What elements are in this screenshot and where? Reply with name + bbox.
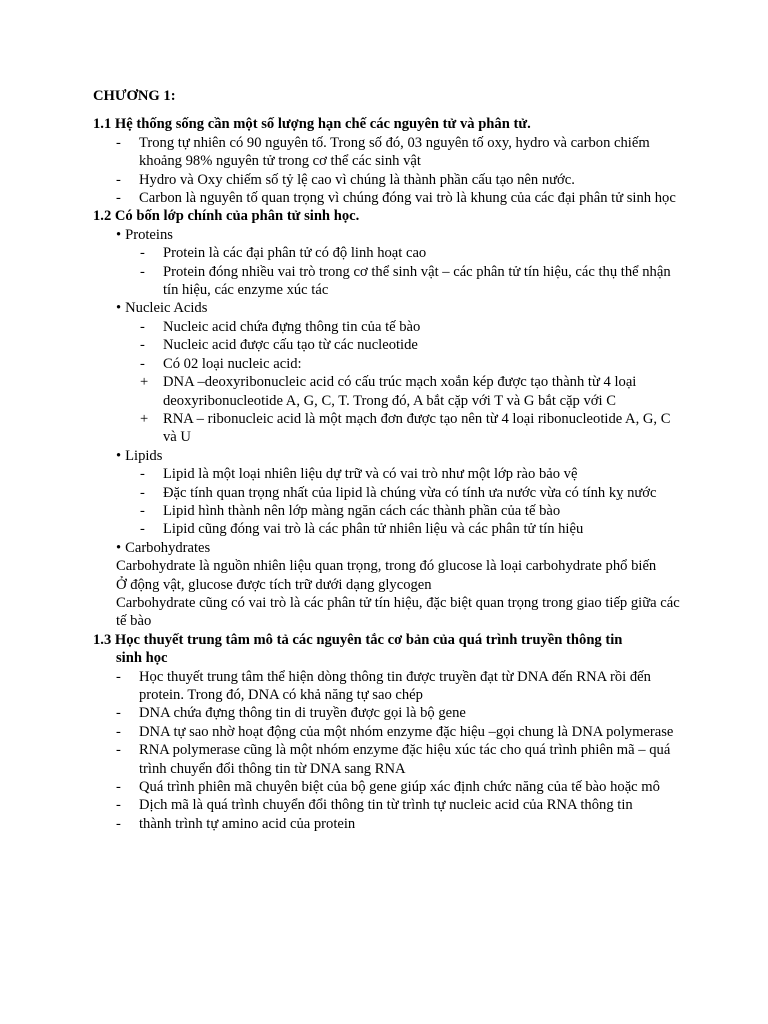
dash-marker: - (140, 263, 145, 280)
item-text: DNA tự sao nhờ hoạt động của một nhóm enzyme đặc hiệu –gọi chung là DNA polymerase (139, 723, 674, 740)
dash-marker: - (116, 190, 121, 207)
list-item (93, 796, 683, 814)
item-text: Quá trình phiên mã chuyên biệt của bộ gene giúp xác định chức năng của tế bào hoặc mô (139, 779, 660, 796)
dash-marker: - (116, 668, 121, 685)
document-body (93, 87, 683, 833)
list-item (93, 171, 683, 189)
paragraph (93, 594, 683, 631)
list-item (93, 336, 683, 354)
bullet-marker: • (116, 539, 122, 556)
dash-marker: - (116, 797, 121, 814)
item-text: RNA polymerase cũng là một nhóm enzyme đặc hiệu xúc tác cho quá trình phiên mã – quá trình chuyển đổi thông tin từ DNA sang RNA (139, 742, 671, 777)
bullet-marker: • (116, 300, 122, 317)
item-text: Carbohydrate cũng có vai trò là các phân tử tín hiệu, đặc biệt quan trọng trong giao tiếp giữa các tế bào (116, 594, 680, 630)
list-item (93, 668, 683, 705)
list-item (93, 704, 683, 722)
section-heading (93, 115, 683, 133)
item-text: Nucleic acid được cấu tạo từ các nucleotide (163, 337, 418, 354)
dash-marker: - (140, 466, 145, 483)
list-item (93, 539, 683, 557)
dash-marker: - (140, 502, 145, 519)
item-text: Đặc tính quan trọng nhất của lipid là chúng vừa có tính ưa nước vừa có tính kỵ nước (163, 484, 657, 501)
dash-marker: - (140, 318, 145, 335)
bullet-marker: • (116, 226, 122, 243)
item-text: Học thuyết trung tâm thể hiện dòng thông tin được truyền đạt từ DNA đến RNA rồi đến protein. Trong đó, DNA có khả năng tự sao chép (139, 668, 651, 703)
item-text: Protein đóng nhiều vai trò trong cơ thể sinh vật – các phân tử tín hiệu, các thụ thể nhận tín hiệu, các enzyme xúc tác (163, 263, 671, 299)
list-item (93, 318, 683, 336)
dash-marker: - (116, 171, 121, 188)
item-text: Ở động vật, glucose được tích trữ dưới dạng glycogen (116, 576, 432, 593)
item-text: Dịch mã là quá trình chuyển đổi thông tin từ trình tự nucleic acid của RNA thông tin (139, 797, 633, 814)
section-heading-text: 1.3 Học thuyết trung tâm mô tả các nguyên tắc cơ bản của quá trình truyền thông tin (93, 631, 623, 648)
list-item (93, 226, 683, 244)
item-text: RNA – ribonucleic acid là một mạch đơn được tạo nên từ 4 loại ribonucleotide A, G, C và U (163, 410, 671, 446)
item-text: Có 02 loại nucleic acid: (163, 355, 302, 372)
list-item (93, 484, 683, 502)
bullet-marker: • (116, 447, 122, 464)
list-item (93, 520, 683, 538)
list-item (93, 502, 683, 520)
plus-marker: + (140, 410, 149, 427)
item-text: Lipid hình thành nên lớp màng ngăn cách các thành phần của tế bào (163, 502, 561, 519)
sections-container (93, 115, 683, 833)
list-item (93, 263, 683, 300)
dash-marker: - (116, 134, 121, 151)
item-text: DNA –deoxyribonucleic acid có cấu trúc mạch xoắn kép được tạo thành từ 4 loại deoxyribonucleotide A, G, C, T. Trong đó, A bắt cặp với T và G bắt cặp với C (163, 374, 637, 409)
dash-marker: - (140, 355, 145, 372)
item-text: thành trình tự amino acid của protein (139, 815, 356, 832)
section-1 (93, 115, 683, 207)
list-item (93, 465, 683, 483)
item-text: Lipid cũng đóng vai trò là các phân tử nhiên liệu và các phân tử tín hiệu (163, 521, 584, 538)
list-item (93, 410, 683, 447)
item-text: Carbohydrate là nguồn nhiên liệu quan trọng, trong đó glucose là loại carbohydrate phổ biến (116, 558, 657, 575)
list-item (93, 244, 683, 262)
list-item (93, 741, 683, 778)
item-text: DNA chứa đựng thông tin di truyền được gọi là bộ gene (139, 705, 466, 722)
item-text: Proteins (125, 226, 173, 243)
list-item (93, 447, 683, 465)
section-2 (93, 207, 683, 630)
paragraph (93, 557, 683, 575)
item-text: Lipids (125, 447, 163, 464)
dash-marker: - (116, 779, 121, 796)
chapter-title: CHƯƠNG 1: (93, 88, 176, 104)
section-heading (93, 631, 683, 668)
item-text: Nucleic acid chứa đựng thông tin của tế bào (163, 318, 421, 335)
dash-marker: - (116, 742, 121, 759)
list-item (93, 815, 683, 833)
item-text: Nucleic Acids (125, 300, 208, 317)
item-text: Carbohydrates (125, 539, 211, 556)
plus-marker: + (140, 374, 149, 391)
section-heading-text: 1.1 Hệ thống sống cần một số lượng hạn chế các nguyên tử và phân tử. (93, 116, 531, 133)
item-text: Lipid là một loại nhiên liệu dự trữ và có vai trò như một lớp rào bảo vệ (163, 466, 578, 483)
list-item (93, 134, 683, 171)
list-item (93, 723, 683, 741)
dash-marker: - (140, 337, 145, 354)
item-text: Hydro và Oxy chiếm số tỷ lệ cao vì chúng là thành phần cấu tạo nên nước. (139, 171, 575, 188)
item-text: Trong tự nhiên có 90 nguyên tố. Trong số đó, 03 nguyên tố oxy, hydro và carbon chiếm khoảng 98% nguyên tử trong cơ thể các sinh vật (139, 134, 650, 170)
dash-marker: - (116, 705, 121, 722)
list-item (93, 189, 683, 207)
paragraph (93, 576, 683, 594)
item-text: Protein là các đại phân tử có độ linh hoạt cao (163, 245, 427, 262)
section-heading (93, 207, 683, 225)
section-heading-text: 1.2 Có bốn lớp chính của phân tử sinh học. (93, 208, 360, 225)
list-item (93, 778, 683, 796)
section-3 (93, 631, 683, 833)
dash-marker: - (116, 815, 121, 832)
dash-marker: - (140, 245, 145, 262)
list-item (93, 355, 683, 373)
list-item (93, 299, 683, 317)
dash-marker: - (140, 521, 145, 538)
dash-marker: - (116, 723, 121, 740)
list-item (93, 373, 683, 410)
section-heading-continuation: sinh học (116, 650, 168, 667)
dash-marker: - (140, 484, 145, 501)
item-text: Carbon là nguyên tố quan trọng vì chúng đóng vai trò là khung của các đại phân tử sinh học (139, 190, 676, 207)
